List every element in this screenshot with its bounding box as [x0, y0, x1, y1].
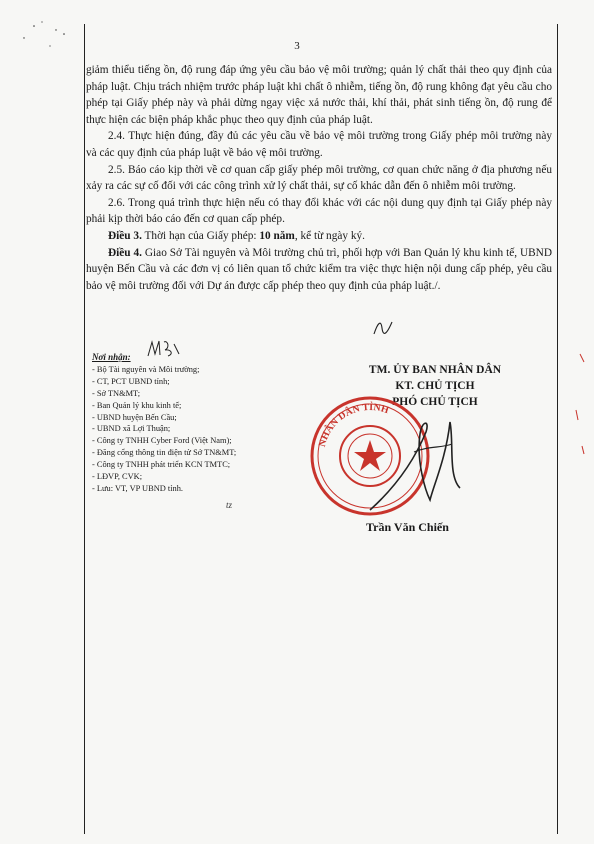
article-3	[86, 228, 552, 245]
recipients-title: Nơi nhận:	[92, 352, 131, 362]
recipient-item: - CT, PCT UBND tỉnh;	[92, 376, 170, 386]
seal-text: NHÂN DÂN TỈNH	[316, 401, 391, 449]
signature-title-1: KT. CHỦ TỊCH	[395, 380, 475, 392]
signature-org: TM. ỦY BAN NHÂN DÂN	[368, 364, 502, 376]
initial-mark-recipients	[146, 338, 182, 360]
article-3-label: Điều 3.	[108, 229, 142, 242]
recipient-item: - Lưu: VT, VP UBND tỉnh.	[92, 483, 184, 493]
initial-mark-article-end	[372, 318, 394, 338]
article-3-text-after: , kể từ ngày ký.	[294, 229, 365, 242]
page-number: 3	[294, 40, 300, 52]
handwritten-mark: tz	[226, 500, 233, 510]
paragraph-continuation: giảm thiểu tiếng ồn, độ rung đáp ứng yêu cầu bảo vệ môi trường; quản lý chất thải theo quy định của pháp luật. Chịu trách nhiệm trước pháp luật khi chất ô nhiễm, tiếng ồn, độ rung không đạt yêu cầu cho phép tại Giấy phép này và phải dừng ngay việc xả nước thải, khí thải, phát sinh tiếng ồn, độ rung để thực hiện các biện pháp khắc phục theo quy định của pháp luật.	[86, 64, 552, 126]
recipient-item: - UBND xã Lợi Thuận;	[92, 424, 171, 434]
edge-mark	[566, 350, 590, 470]
handwritten-signature	[330, 392, 490, 532]
recipient-item: - Sở TN&MT;	[92, 388, 141, 398]
recipients-title-row	[92, 352, 332, 364]
recipient-item: - Công ty TNHH Cyber Ford (Việt Nam);	[92, 436, 232, 446]
recipient-item: - Công ty TNHH phát triển KCN TMTC;	[92, 460, 231, 470]
paragraph-2-6: 2.6. Trong quá trình thực hiện nếu có thay đổi khác với các nội dung quy định tại Giấy phép này phải kịp thời báo cáo đến cơ quan cấp phép.	[86, 196, 552, 226]
signer-name: Trần Văn Chiến	[366, 520, 449, 534]
paragraph-2-4: 2.4. Thực hiện đúng, đầy đủ các yêu cầu về bảo vệ môi trường trong Giấy phép môi trường này và các quy định của pháp luật về bảo vệ môi trường.	[86, 130, 552, 159]
recipient-item: - Đăng cổng thông tin điện tử Sở TN&MT;	[92, 448, 237, 458]
recipients-list	[92, 364, 332, 495]
article-3-duration: 10 năm	[259, 229, 295, 242]
article-4-text: Giao Sở Tài nguyên và Môi trường chủ trì, phối hợp với Ban Quản lý khu kinh tế, UBND huyện Bến Cầu và các đơn vị có liên quan tổ chức kiểm tra việc thực hiện nội dung cấp phép, yêu cầu bảo vệ môi trường đối với Dự án được cấp phép theo quy định của pháp luật./.	[86, 246, 552, 292]
article-4-label: Điều 4.	[108, 246, 142, 259]
recipient-item: - LĐVP, CVK;	[92, 472, 143, 482]
recipient-item: - Ban Quản lý khu kinh tế;	[92, 400, 182, 410]
article-4	[86, 245, 552, 295]
article-3-text: Thời hạn của Giấy phép:	[141, 229, 260, 242]
paragraph-2-5: 2.5. Báo cáo kịp thời về cơ quan cấp giấy phép môi trường, cơ quan chức năng ở địa phương nếu xảy ra các sự cố đối với các công trình xử lý chất thải, sự cố khác dẫn đến ô nhiễm môi trường.	[86, 163, 552, 193]
document-body	[86, 62, 552, 294]
recipient-item: - Bộ Tài nguyên và Môi trường;	[92, 364, 200, 374]
signature-title-2: PHÓ CHỦ TỊCH	[392, 396, 478, 408]
recipient-item: - UBND huyện Bến Cầu;	[92, 412, 177, 422]
recipients-block	[92, 352, 332, 495]
